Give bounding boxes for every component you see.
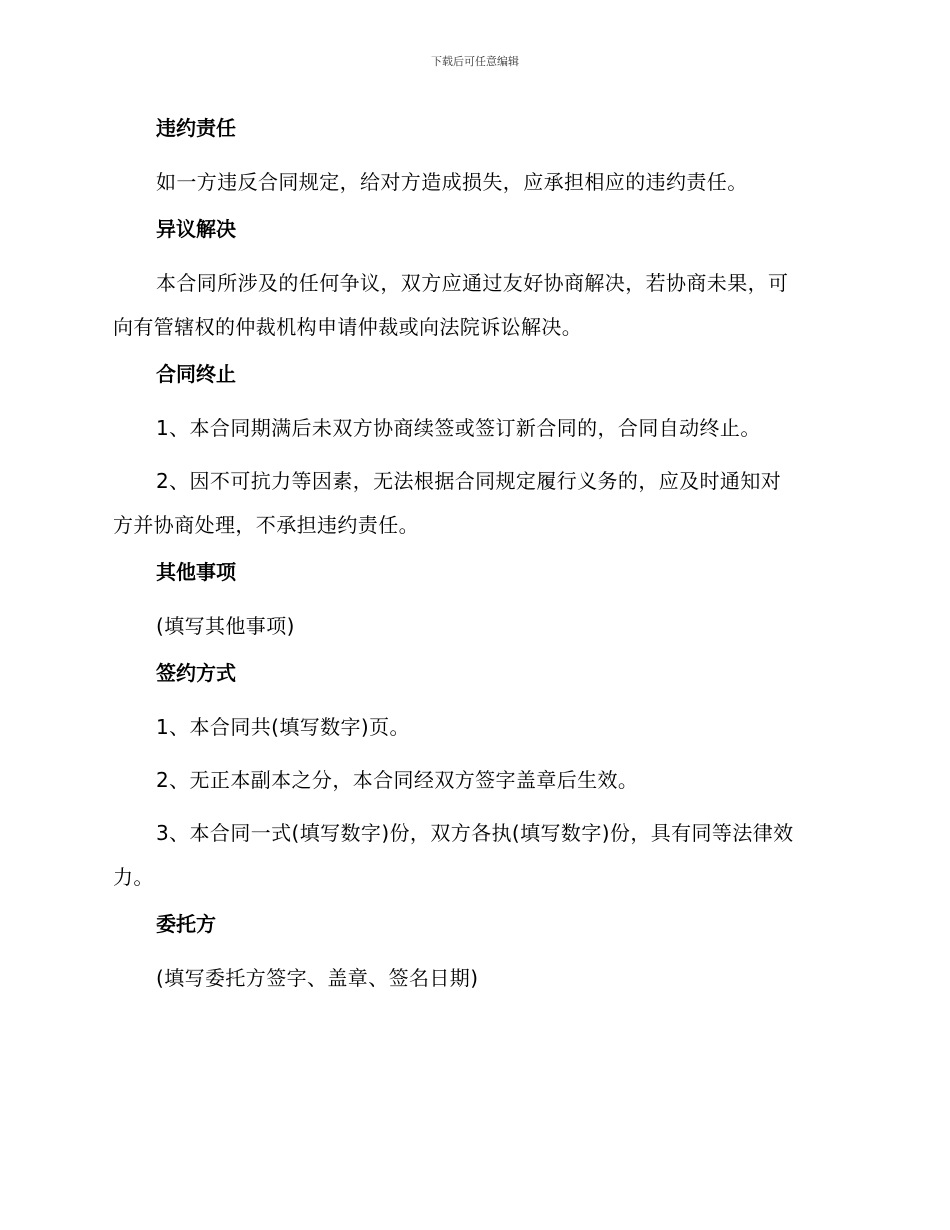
- document-body: [113, 106, 833, 1009]
- paragraph: (填写其他事项): [156, 614, 295, 638]
- section-heading-other: 其他事项: [156, 560, 236, 584]
- paragraph: 2、无正本副本之分，本合同经双方签字盖章后生效。: [156, 768, 639, 792]
- section-heading-breach: 违约责任: [156, 116, 236, 140]
- section-heading-signing: 签约方式: [156, 661, 236, 685]
- paragraph-line: 3、本合同一式(填写数字)份，双方各执(填写数字)份，具有同等法律效: [156, 821, 794, 845]
- paragraph: 如一方违反合同规定，给对方造成损失，应承担相应的违约责任。: [156, 170, 748, 194]
- section-heading-termination: 合同终止: [156, 362, 236, 386]
- paragraph: 1、本合同期满后未双方协商续签或签订新合同的，合同自动终止。: [156, 416, 761, 440]
- paragraph-line: 方并协商处理，不承担违约责任。: [113, 513, 419, 537]
- paragraph: (填写委托方签字、盖章、签名日期): [156, 966, 479, 990]
- page-header: 下载后可任意编辑: [431, 55, 519, 68]
- paragraph: [113, 811, 833, 899]
- paragraph-line: 本合同所涉及的任何争议，双方应通过友好协商解决，若协商未果，可: [156, 271, 789, 295]
- paragraph-line: 力。: [113, 865, 154, 889]
- paragraph: 1、本合同共(填写数字)页。: [156, 715, 410, 739]
- paragraph-line: 向有管辖权的仲裁机构申请仲裁或向法院诉讼解决。: [113, 315, 583, 339]
- paragraph: [113, 261, 833, 349]
- paragraph: [113, 459, 833, 547]
- section-heading-dispute: 异议解决: [156, 217, 236, 241]
- paragraph-line: 2、因不可抗力等因素，无法根据合同规定履行义务的，应及时通知对: [156, 469, 782, 493]
- section-heading-client: 委托方: [156, 912, 216, 936]
